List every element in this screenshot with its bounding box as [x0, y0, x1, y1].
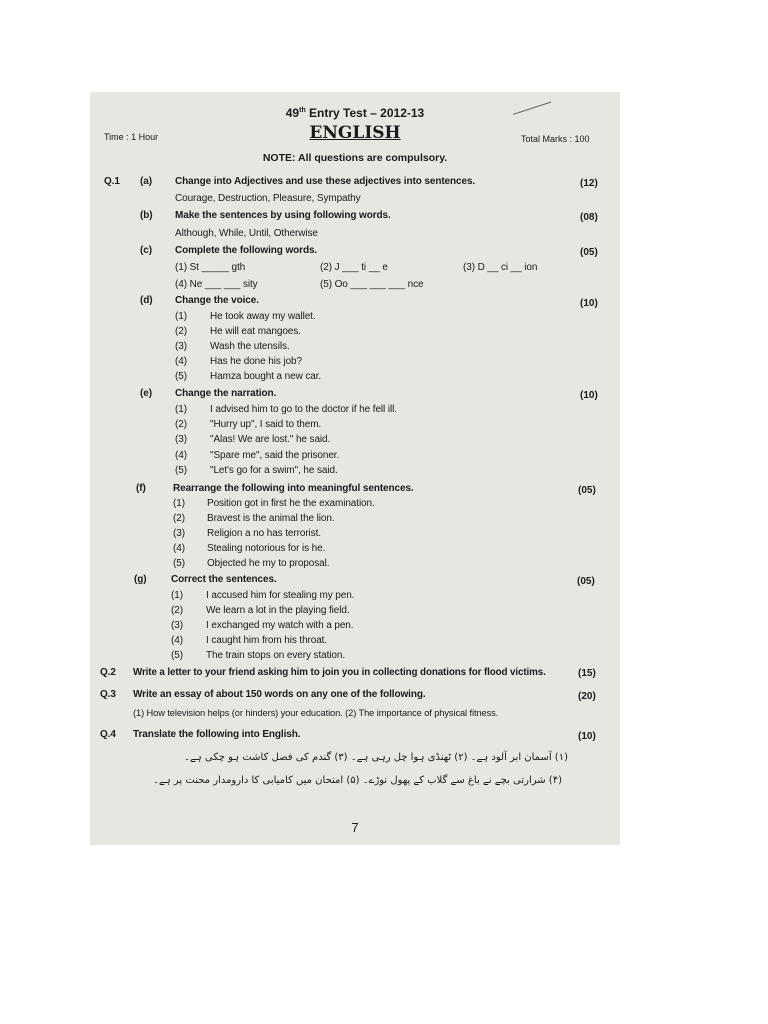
q1e-item-number: (2): [175, 419, 187, 430]
q1g-item-number: (1): [171, 590, 183, 601]
q1c-marks: (05): [580, 247, 598, 258]
q1d-item-text: He took away my wallet.: [210, 311, 316, 322]
q1e-marks: (10): [580, 390, 598, 401]
q1e-instruction: Change the narration.: [175, 388, 277, 399]
q4-label: Q.4: [100, 729, 116, 740]
q1d-marks: (10): [580, 298, 598, 309]
q1f-item-number: (5): [173, 558, 185, 569]
q3-marks: (20): [578, 691, 596, 702]
exam-paper: [90, 92, 620, 845]
q1g-item-number: (4): [171, 635, 183, 646]
q1e-item-text: I advised him to go to the doctor if he fell ill.: [210, 404, 397, 415]
q3-label: Q.3: [100, 689, 116, 700]
q1b-instruction: Make the sentences by using following words.: [175, 210, 391, 221]
q1g-item-number: (3): [171, 620, 183, 631]
q1g-instruction: Correct the sentences.: [171, 574, 277, 585]
q1d-item-number: (3): [175, 341, 187, 352]
q1c-instruction: Complete the following words.: [175, 245, 318, 256]
q1e-item-number: (5): [175, 465, 187, 476]
q1e-item-text: "Hurry up", I said to them.: [210, 419, 322, 430]
entry-test-suffix: th: [299, 107, 306, 114]
q1d-item-text: He will eat mangoes.: [210, 326, 301, 337]
q1f-instruction: Rearrange the following into meaningful sentences.: [173, 483, 414, 494]
q1b-words: Although, While, Until, Otherwise: [175, 228, 318, 239]
q1d-label: (d): [140, 295, 153, 306]
q1f-item-text: Position got in first he the examination.: [207, 498, 375, 509]
q1a-label: (a): [140, 176, 152, 187]
q1f-item-number: (1): [173, 498, 185, 509]
q3-text: Write an essay of about 150 words on any one of the following.: [133, 689, 426, 700]
q1g-item-text: I accused him for stealing my pen.: [206, 590, 355, 601]
q1c-label: (c): [140, 245, 152, 256]
subject-text: ENGLISH: [309, 123, 401, 143]
q1a-words: Courage, Destruction, Pleasure, Sympathy: [175, 193, 361, 204]
q1f-item-number: (3): [173, 528, 185, 539]
q1a-marks: (12): [580, 178, 598, 189]
q1e-label: (e): [140, 388, 152, 399]
q1e-item-number: (1): [175, 404, 187, 415]
entry-test-rest: Entry Test – 2012-13: [305, 106, 425, 120]
q1c-word-5: (5) Oo ___ ___ ___ nce: [320, 279, 424, 290]
q1d-item-text: Hamza bought a new car.: [210, 371, 322, 382]
q1e-item-text: "Let's go for a swim", he said.: [210, 465, 338, 476]
time-label: Time : 1 Hour: [104, 132, 159, 142]
q1g-item-text: I caught him from his throat.: [206, 635, 328, 646]
q1f-item-text: Stealing notorious for is he.: [207, 543, 326, 554]
q1-label: Q.1: [104, 176, 120, 187]
q1d-item-text: Has he done his job?: [210, 356, 302, 367]
q1g-item-text: I exchanged my watch with a pen.: [206, 620, 354, 631]
q1f-item-text: Objected he my to proposal.: [207, 558, 330, 569]
q1g-item-text: The train stops on every station.: [206, 650, 345, 661]
q1g-item-text: We learn a lot in the playing field.: [206, 605, 350, 616]
entry-test-number: 49: [285, 106, 300, 120]
q4-urdu-line-2: (۴) شرارتی بچے نے باغ سے گلاب کے پھول توڑے۔ (۵) امتحان میں کامیابی کا دارومدار محنت پر ہے۔: [153, 775, 562, 786]
q4-urdu-line-1: (۱) آسمان ابر آلود ہے۔ (۲) ٹھنڈی ہوا چل رہی ہے۔ (۳) گندم کی فصل کاشت ہو چکی ہے۔: [184, 752, 568, 763]
q1g-item-number: (2): [171, 605, 183, 616]
q1f-marks: (05): [578, 485, 596, 496]
q1f-item-text: Religion a no has terrorist.: [207, 528, 321, 539]
q2-label: Q.2: [100, 667, 116, 678]
entry-test-heading: [90, 106, 620, 120]
q1c-word-1: (1) St _____ gth: [175, 262, 246, 273]
q3-options: (1) How television helps (or hinders) your education. (2) The importance of physical fitness.: [133, 708, 499, 718]
q1g-marks: (05): [577, 576, 595, 587]
q1f-label: (f): [136, 483, 146, 494]
q4-marks: (10): [578, 731, 596, 742]
q1e-item-text: "Spare me", said the prisoner.: [210, 450, 340, 461]
q1e-item-text: "Alas! We are lost." he said.: [210, 434, 331, 445]
q1c-word-4: (4) Ne ___ ___ sity: [175, 279, 258, 290]
q1g-label: (g): [134, 574, 147, 585]
q2-marks: (15): [578, 668, 596, 679]
page-number: 7: [351, 820, 359, 835]
note-line: NOTE: All questions are compulsory.: [262, 152, 448, 164]
q1e-item-number: (4): [175, 450, 187, 461]
q1d-item-number: (4): [175, 356, 187, 367]
q1d-item-number: (5): [175, 371, 187, 382]
q1a-instruction: Change into Adjectives and use these adjectives into sentences.: [175, 176, 476, 187]
q1f-item-number: (4): [173, 543, 185, 554]
q1c-word-2: (2) J ___ ti __ e: [320, 262, 388, 273]
q1f-item-number: (2): [173, 513, 185, 524]
q1c-word-3: (3) D __ ci __ ion: [463, 262, 538, 273]
q1f-item-text: Bravest is the animal the lion.: [207, 513, 335, 524]
q2-text: Write a letter to your friend asking him to join you in collecting donations for flood victims.: [133, 667, 546, 678]
q1d-item-text: Wash the utensils.: [210, 341, 290, 352]
q1b-label: (b): [140, 210, 153, 221]
total-marks-label: Total Marks : 100: [521, 134, 590, 144]
q1d-instruction: Change the voice.: [175, 295, 259, 306]
q1e-item-number: (3): [175, 434, 187, 445]
q1d-item-number: (2): [175, 326, 187, 337]
q4-text: Translate the following into English.: [133, 729, 301, 740]
q1b-marks: (08): [580, 212, 598, 223]
q1g-item-number: (5): [171, 650, 183, 661]
q1d-item-number: (1): [175, 311, 187, 322]
